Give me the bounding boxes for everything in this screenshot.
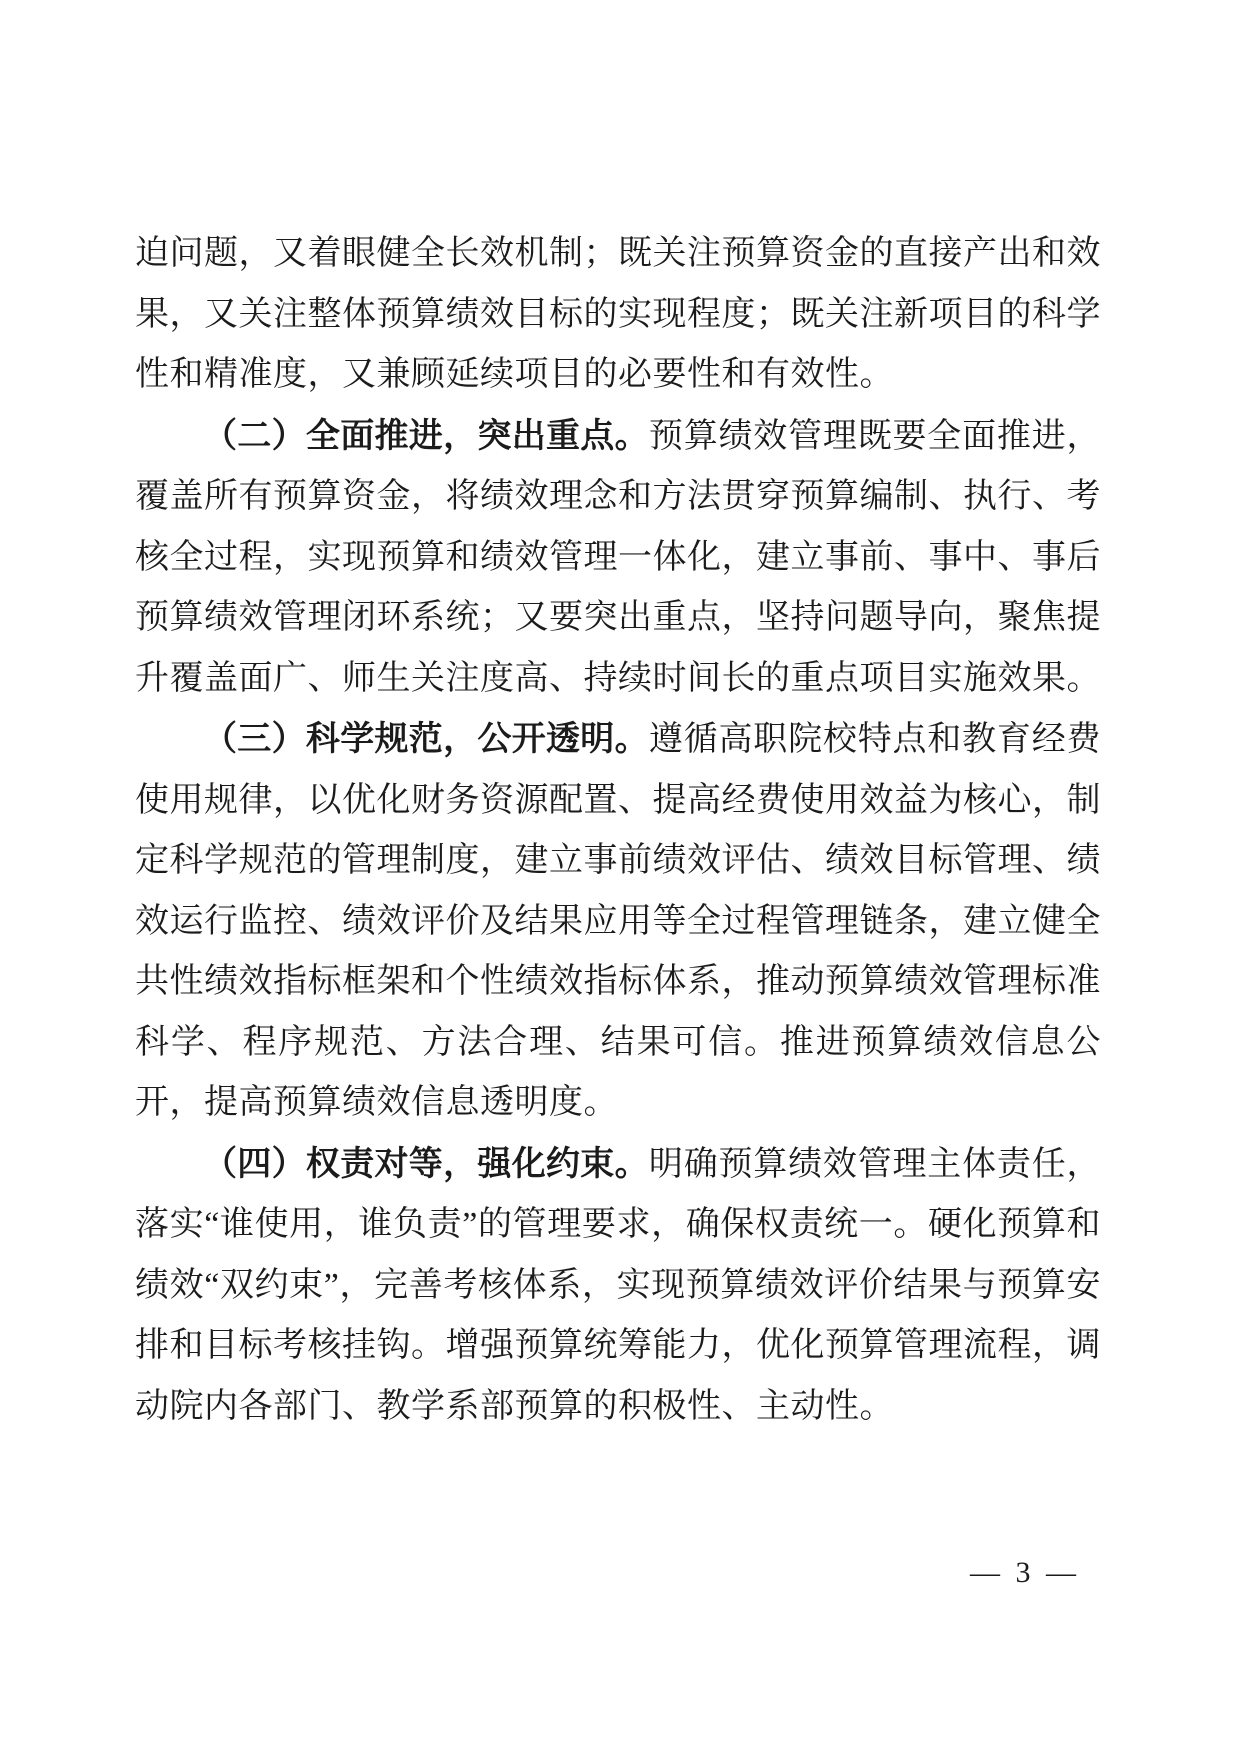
paragraph [135, 1134, 1101, 1438]
paragraph-heading: （四）权责对等，强化约束。 [203, 1144, 649, 1183]
paragraph [135, 224, 1101, 406]
paragraph-body: 明确预算绩效管理主体责任，落实“谁使用，谁负责”的管理要求，确保权责统一。硬化预算和绩效“双约束”，完善考核体系，实现预算绩效评价结果与预算安排和目标考核挂钩。增强预算统筹能力，优化预算管理流程，调动院内各部门、教学系部预算的积极性、主动性。 [135, 1145, 1102, 1425]
paragraph-heading: （二）全面推进，突出重点。 [203, 416, 649, 455]
paragraph-body: 迫问题，又着眼健全长效机制；既关注预算资金的直接产出和效果，又关注整体预算绩效目标的实现程度；既关注新项目的科学性和精准度，又兼顾延续项目的必要性和有效性。 [135, 235, 1101, 393]
paragraph [135, 406, 1101, 710]
paragraph-body: 遵循高职院校特点和教育经费使用规律，以优化财务资源配置、提高经费使用效益为核心，制定科学规范的管理制度，建立事前绩效评估、绩效目标管理、绩效运行监控、绩效评价及结果应用等全过程管理链条，建立健全共性绩效指标框架和个性绩效指标体系，推动预算绩效管理标准科学、程序规范、方法合理、结果可信。推进预算绩效信息公开，提高预算绩效信息透明度。 [135, 721, 1102, 1121]
page-number: — 3 — [970, 1556, 1080, 1589]
document-body [135, 224, 1101, 1437]
paragraph [135, 709, 1101, 1134]
paragraph-body: 预算绩效管理既要全面推进，覆盖所有预算资金，将绩效理念和方法贯穿预算编制、执行、考核全过程，实现预算和绩效管理一体化，建立事前、事中、事后预算绩效管理闭环系统；又要突出重点，坚持问题导向，聚焦提升覆盖面广、师生关注度高、持续时间长的重点项目实施效果。 [135, 417, 1102, 697]
paragraph-heading: （三）科学规范，公开透明。 [203, 720, 649, 758]
